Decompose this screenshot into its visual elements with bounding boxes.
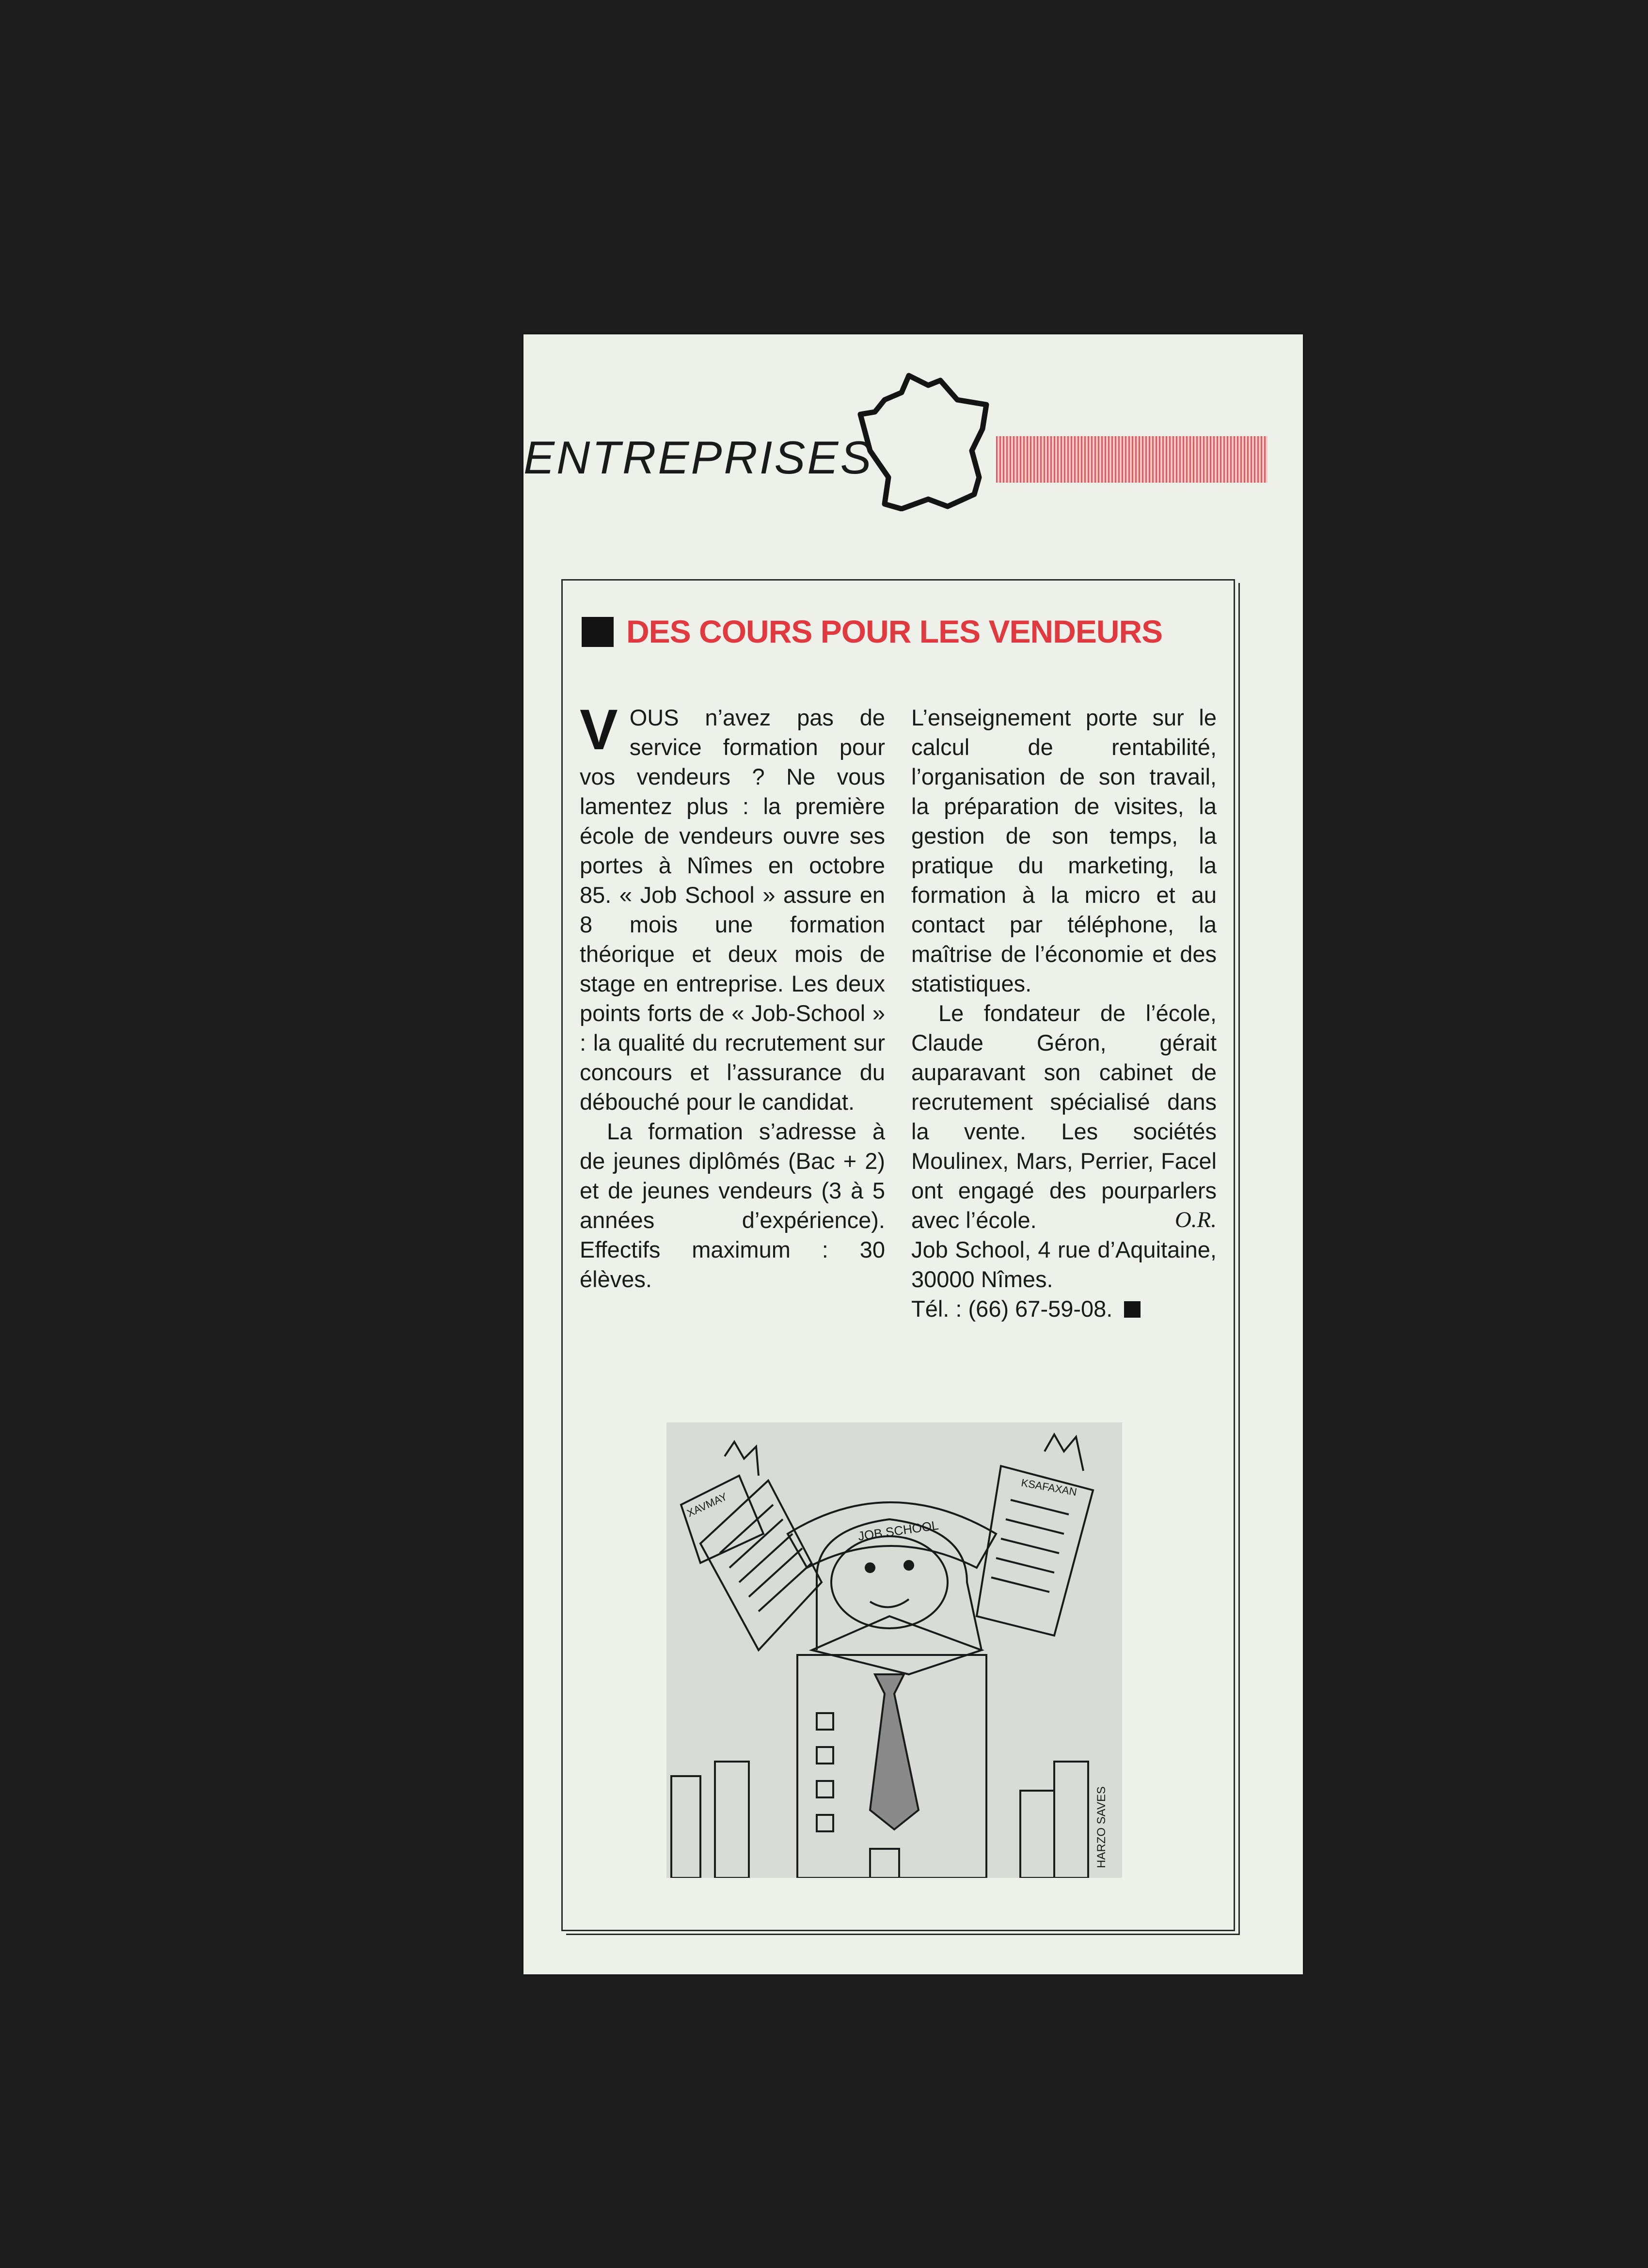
left-column	[580, 698, 885, 1294]
author-byline: O.R.	[1174, 1207, 1217, 1232]
drop-cap: V	[580, 698, 618, 762]
newspaper-clipping	[523, 334, 1303, 1974]
france-map-icon	[856, 366, 996, 511]
decorative-hatch-bar	[996, 436, 1268, 483]
title-square-bullet	[582, 617, 614, 647]
article-title: DES COURS POUR LES VENDEURS	[626, 614, 1163, 649]
address: Job School, 4 rue d’Aquitaine, 30000 Nîmes.	[911, 1237, 1217, 1292]
paragraph: La formation s’adresse à de jeunes diplômés (Bac + 2) et de jeunes vendeurs (3 à 5 années d’expérience). Effectifs maximum : 30 élèves.	[580, 1118, 885, 1292]
illustration-sign: JOB SCHOOL	[856, 1517, 940, 1544]
paragraph	[911, 998, 1217, 1235]
right-column	[911, 703, 1217, 1323]
newspaper-text-left: XAVMAY	[685, 1490, 729, 1520]
end-mark-square	[1124, 1301, 1141, 1318]
paragraph	[580, 698, 885, 1117]
phone-number: Tél. : (66) 67-59-08.	[911, 1296, 1113, 1322]
phone-line	[911, 1294, 1217, 1323]
section-header: ENTREPRISES	[523, 432, 873, 484]
artist-signature: HARZO SAVES	[1095, 1786, 1108, 1868]
paragraph-text: Le fondateur de l’école, Claude Géron, gérait auparavant son cabinet de recrutement spécialisé dans la vente. Les sociétés Moulinex, Mars, Perrier, Facel ont engagé des pourparlers avec l’école.	[911, 1000, 1217, 1233]
paragraph: L’enseignement porte sur le calcul de rentabilité, l’organisation de son travail, la préparation de visites, la gestion de son temps, la pratique du marketing, la formation à la micro et au contact par téléphone, la maîtrise de l’économie et des statistiques.	[911, 705, 1217, 996]
paragraph-text: OUS n’avez pas de service formation pour vos vendeurs ? Ne vous lamentez plus : la première école de vendeurs ouvre ses portes à Nîmes en octobre 85. « Job School » assure en 8 mois une formation théorique et deux mois de stage en entreprise. Les deux points forts de « Job-School » : la qualité du recrutement sur concours et l’assurance du débouché pour le candidat.	[580, 705, 885, 1115]
newspaper-text-right: KSAFAXAN	[1020, 1476, 1078, 1498]
cartoon-illustration	[666, 1422, 1122, 1878]
